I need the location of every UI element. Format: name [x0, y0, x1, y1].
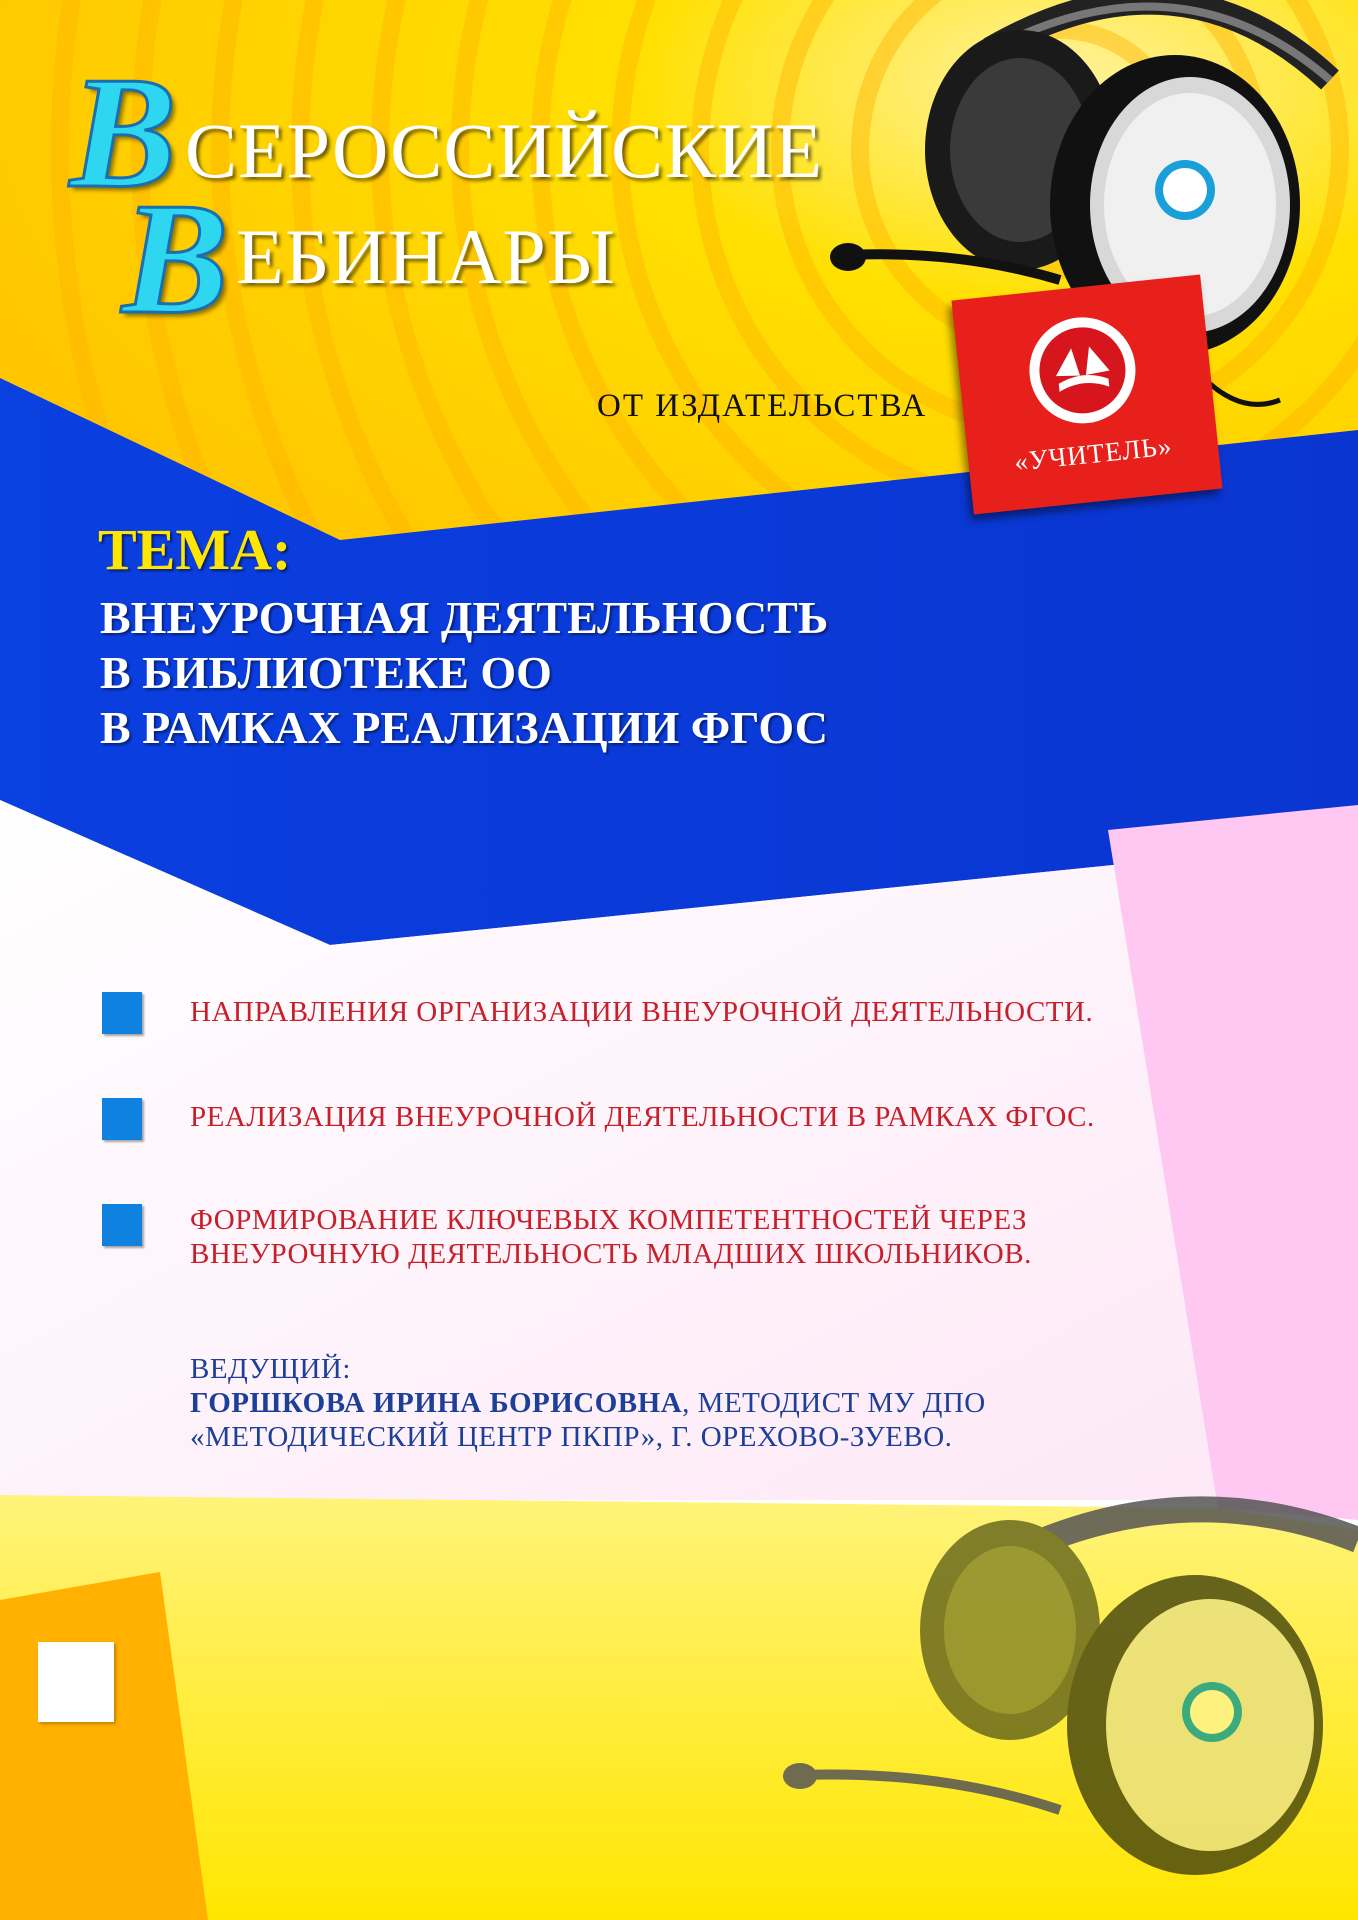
- presenter-block: [190, 1352, 986, 1454]
- bullet-square-icon: [102, 992, 142, 1034]
- agenda-item: НАПРАВЛЕНИЯ ОРГАНИЗАЦИИ ВНЕУРОЧНОЙ ДЕЯТЕЛЬНОСТИ.: [190, 996, 1094, 1028]
- publisher-logo: [951, 275, 1222, 515]
- title-initial-1: В: [70, 43, 177, 221]
- presenter-name: ГОРШКОВА ИРИНА БОРИСОВНА: [190, 1387, 683, 1419]
- topic-line: В РАМКАХ РЕАЛИЗАЦИИ ФГОС: [100, 702, 828, 753]
- publisher-logo-name: «УЧИТЕЛЬ»: [1012, 430, 1174, 477]
- title-initial-2: В: [122, 169, 229, 347]
- topic-line: ВНЕУРОЧНАЯ ДЕЯТЕЛЬНОСТЬ: [100, 592, 829, 643]
- agenda-item: [190, 1203, 1032, 1271]
- presenter-label: ВЕДУЩИЙ:: [190, 1353, 351, 1385]
- decorative-square: [38, 1642, 114, 1722]
- topic-title: [100, 590, 828, 755]
- presenter-line: [190, 1386, 986, 1420]
- topic-line: В БИБЛИОТЕКЕ ОО: [100, 647, 552, 698]
- agenda-item-line: ВНЕУРОЧНУЮ ДЕЯТЕЛЬНОСТЬ МЛАДШИХ ШКОЛЬНИКОВ.: [190, 1238, 1032, 1270]
- bullet-square-icon: [102, 1098, 142, 1140]
- presenter-organization: «МЕТОДИЧЕСКИЙ ЦЕНТР ПКПР», Г. ОРЕХОВО-ЗУЕВО.: [190, 1421, 953, 1453]
- publisher-logo-icon: [1024, 312, 1140, 428]
- title-line-1: СЕРОССИЙСКИЕ: [185, 107, 824, 194]
- title-line-2: ЕБИНАРЫ: [236, 213, 616, 300]
- publisher-prefix: ОТ ИЗДАТЕЛЬСТВА: [597, 388, 928, 424]
- bullet-square-icon: [102, 1204, 142, 1246]
- agenda-item-line: ФОРМИРОВАНИЕ КЛЮЧЕВЫХ КОМПЕТЕНТНОСТЕЙ ЧЕРЕЗ: [190, 1204, 1027, 1236]
- agenda-item: РЕАЛИЗАЦИЯ ВНЕУРОЧНОЙ ДЕЯТЕЛЬНОСТИ В РАМКАХ ФГОС.: [190, 1101, 1095, 1133]
- presenter-role: , МЕТОДИСТ МУ ДПО: [682, 1387, 986, 1419]
- topic-label: ТЕМА:: [98, 517, 292, 582]
